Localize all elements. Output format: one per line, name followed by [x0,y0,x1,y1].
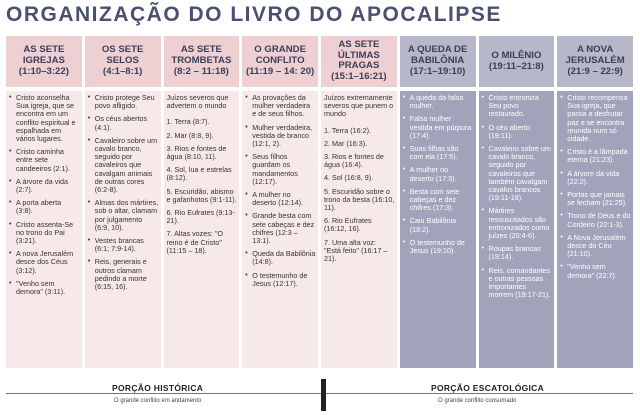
list-item: • Cavaleiro sobre um cavalo branco, seguido por cavaleiros que cavalgam animais de outras cores (6:2-8). [88,137,159,194]
section-title: OS SETE SELOS [101,44,144,66]
list-item: • Trono de Deus e do Cordeiro (22:1-3). [560,212,631,228]
list-item: 4. Sol, lua e estrelas (8:12). [166,165,232,183]
list-item: • Almas dos mártires, sob o altar, clamam por julgamento (6:9, 10). [88,199,159,232]
list-item: • Cristo caminha entre sete candeeiros (2:1). [9,148,80,173]
section-body [164,91,240,368]
list-item: 1. Terra (8:7). [166,117,210,127]
historical-portion-subtitle: O grande conflito em andamento [114,398,202,404]
list-item: 2. Mar (8:8, 9). [166,130,214,140]
list-item: • Cristo recompensa Sua igreja, que passa a desfrutar paz e se encontra reunida num só cidade. [560,94,631,143]
list-item: • A mulher no deserto (12:14). [245,191,316,207]
section-column [85,36,161,368]
list-item: • Portas que jamais se fecham (21:25). [560,191,631,207]
section-reference: (4:1–8:1) [102,66,143,78]
list-item: • Cristo protege Seu povo afligido. [88,94,159,110]
list-item: • A árvore da vida (22:2). [560,170,631,186]
list-item: 1. Terra (16:2). [324,125,372,135]
list-item: • Cristo assenta-Se no trono do Pai (3:21). [9,221,80,246]
list-item: • Cristo entroniza Seu povo restaurado. [482,94,553,119]
section-title: AS SETE ÚLTIMAS PRAGAS [337,39,380,71]
list-item: 2. Mar (16:3). [324,138,368,148]
section-body [557,91,633,368]
timeline-divider [321,379,326,411]
list-item: 4. Sol (16:8, 9). [324,173,374,183]
timeline-line [6,393,633,394]
section-column [400,36,476,368]
section-list [167,94,238,255]
list-item: • Reis, generais e outros clamam pedindo a morte (6:15, 16). [88,258,159,291]
list-item: • Mártires ressuscitados são entronizados como juízes (20:4-6). [482,207,553,240]
section-reference: (1:10–3:22) [18,66,69,78]
section-list [324,94,395,263]
section-header [6,36,82,87]
list-item: • A porta aberta (3:8). [9,199,80,215]
section-body [479,91,555,368]
section-title: O GRANDE CONFLITO [254,44,306,66]
section-title: A NOVA JERUSALÉM [565,44,625,66]
list-item: • Grande besta com sete cabeças e dez chifres (12:3 – 13:1). [245,212,316,245]
section-column [557,36,633,368]
section-header [400,36,476,87]
section-column [6,36,82,368]
section-intro: Juízos severos que advertem o mundo [166,93,229,111]
list-item: • Os céus abertos (4:1). [88,115,159,131]
list-item: 6. Rio Eufrates (16:12, 16). [324,216,372,234]
list-item: 5. Escuridão sobre o trono da besta (16:10, 11). [324,186,395,213]
list-item: • Vestes brancas (6:1; 7:9-14). [88,237,159,253]
section-list [245,94,316,288]
list-item: • O testemunho de Jesus (12:17). [245,272,316,288]
list-item: • Seus filhos guardam os mandamentos (12:17). [245,153,316,186]
eschatological-portion-subtitle: O grande conflito consumado [438,398,517,404]
section-header [321,36,397,87]
section-title: AS SETE IGREJAS [22,44,65,66]
historical-portion-label: PORÇÃO HISTÓRICA [112,383,204,393]
section-header [479,36,555,87]
list-item: • Besta com sete cabeças e dez chifres (17:3). [403,188,474,213]
section-body [242,91,318,368]
list-item: • O testemunho de Jesus (19:10). [403,239,474,255]
section-body [321,91,397,368]
section-column [164,36,240,368]
list-item: • As provações da mulher verdadeira e de seus filhos. [245,94,316,119]
section-column [242,36,318,368]
section-reference: (17:1–19:10) [409,66,466,78]
section-title: A QUEDA DE BABILÔNIA [407,44,468,66]
section-reference: (19:11–21:8) [488,61,544,72]
list-item: 7. Uma alta voz: "Está feito" (16:17 – 21). [324,237,388,264]
list-item: • "Venho sem demora" (22:7). [560,263,631,279]
list-item: 5. Escuridão, abismo e gafanhotos (9:1-11). [166,186,237,204]
section-list [482,94,553,299]
section-intro: Juízos extremamente severos que punem o mundo [324,93,394,119]
section-reference: (15:1–16:21) [331,71,387,83]
section-reference: (21:9 – 22:9) [567,66,623,78]
list-item: • Reis, comandantes e outras pessoas importantes morrem (19:17-21). [482,267,553,300]
section-header [557,36,633,87]
list-item: • Mulher verdadeira, vestida de branco (12:1, 2). [245,124,316,149]
list-item: 3. Rios e fontes de água (16:4). [324,152,384,170]
list-item: 6. Rio Eufrates (9:13-21). [166,208,235,226]
list-item: • Cavaleiro sobre um cavalo branco, seguido por cavaleiros que também cavalgam cavalos brancos (19:11-18). [482,145,553,202]
list-item: 7. Altas vozes: "O reino é de Cristo" (11:15 – 18). [166,229,223,255]
section-list [88,94,159,291]
section-column [321,36,397,368]
list-item: • "Venho sem demora" (3:11). [9,280,80,296]
list-item: • Queda da Babilônia (14:8). [245,250,316,266]
section-header [164,36,240,87]
list-item: 3. Rios e fontes de água (8:10, 11). [166,143,227,162]
section-title: O MILÊNIO [491,49,542,61]
page-title: ORGANIZAÇÃO DO LIVRO DO APOCALIPSE [6,3,502,26]
section-list [560,94,631,280]
list-item: • Caiu Babilônia (18:2). [403,217,474,233]
section-list [403,94,474,255]
list-item: • A nova Jerusalém desce dos Céus (3:12). [9,250,80,275]
eschatological-portion-label: PORÇÃO ESCATOLÓGICA [431,383,545,393]
section-body [400,91,476,368]
list-item: • Roupas brancas (19:14). [482,245,553,261]
list-item: • Cristo é a lâmpada eterna (21:23). [560,148,631,164]
list-item: • Falsa mulher vestida em púrpura (17:4). [403,115,474,140]
section-body [85,91,161,368]
section-title: AS SETE TROMBETAS [171,44,232,66]
list-item: • Cristo aconselha Sua igreja, que se encontra em um conflito espiritual e espalhada em vários lugares. [9,94,80,143]
list-item: • A queda da falsa mulher. [403,94,474,110]
section-list [9,94,80,296]
list-item: • A Nova Jerusalém desce do Céu (21:10). [560,234,631,259]
section-column [479,36,555,368]
list-item: • Suas filhas são com ela (17:5). [403,145,474,161]
section-header [242,36,318,87]
section-header [85,36,161,87]
section-reference: (11:19 – 14: 20) [245,66,315,78]
chart-grid [6,36,633,368]
list-item: • A mulher no deserto (17:3). [403,166,474,182]
section-body [6,91,82,368]
section-reference: (8:2 – 11:18) [173,66,229,78]
list-item: • A árvore da vida (2:7). [9,178,80,194]
list-item: • O céu aberto (19:11). [482,124,553,140]
